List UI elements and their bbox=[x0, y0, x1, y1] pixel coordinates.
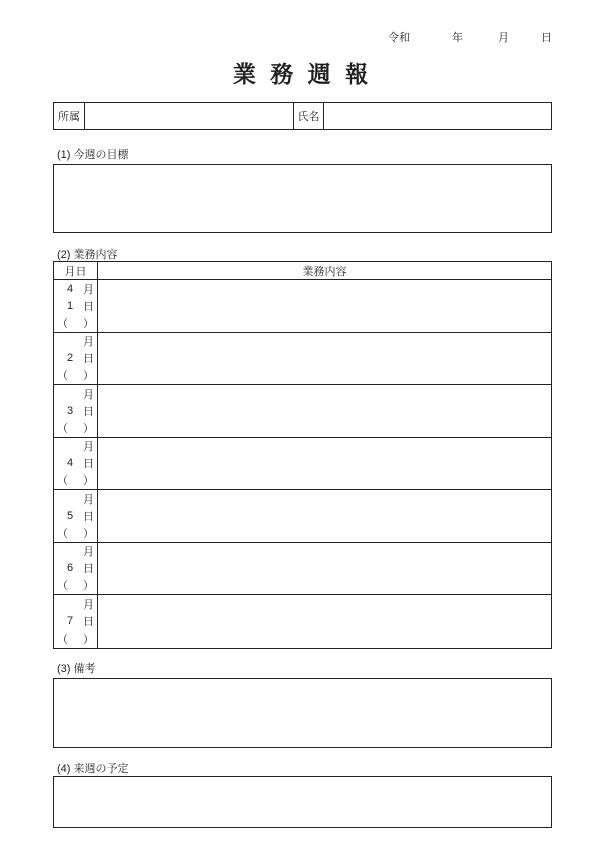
date-cell bbox=[54, 280, 98, 332]
date-cell bbox=[54, 543, 98, 595]
day-unit: 日 bbox=[83, 616, 94, 629]
paren-open: （ bbox=[57, 580, 68, 593]
paren-open: （ bbox=[57, 527, 68, 540]
day-number: 5 bbox=[66, 509, 74, 522]
paren-open: （ bbox=[57, 317, 68, 330]
work-content-field[interactable] bbox=[98, 438, 551, 490]
month-unit: 月 bbox=[83, 493, 94, 506]
work-content-field[interactable] bbox=[98, 595, 551, 648]
paren-close: ） bbox=[83, 527, 94, 540]
next-week-plan-field[interactable] bbox=[53, 776, 552, 828]
day-line bbox=[54, 613, 97, 631]
table-header-row bbox=[54, 262, 551, 280]
paren-close: ） bbox=[83, 633, 94, 646]
day-unit: 日 bbox=[83, 353, 94, 366]
day-number: 6 bbox=[66, 562, 74, 575]
work-content-field[interactable] bbox=[98, 333, 551, 385]
remarks-field[interactable] bbox=[53, 678, 552, 748]
weekday-paren-line bbox=[54, 630, 97, 648]
work-content-field[interactable] bbox=[98, 490, 551, 542]
paren-close: ） bbox=[83, 475, 94, 488]
table-row bbox=[54, 543, 551, 596]
month-unit: 月 bbox=[83, 283, 94, 296]
day-line bbox=[54, 455, 97, 472]
year-label: 年 bbox=[452, 32, 463, 44]
section2-label: (2) 業務内容 bbox=[57, 249, 118, 261]
date-cell bbox=[54, 385, 98, 437]
date-cell bbox=[54, 490, 98, 542]
month-line bbox=[54, 595, 97, 613]
table-row bbox=[54, 595, 551, 648]
section3-label: (3) 備考 bbox=[57, 663, 96, 675]
month-line bbox=[54, 333, 97, 350]
day-unit: 日 bbox=[83, 458, 94, 471]
day-number: 7 bbox=[66, 615, 74, 628]
work-content-field[interactable] bbox=[98, 385, 551, 437]
month-line bbox=[54, 438, 97, 455]
month-line bbox=[54, 543, 97, 560]
day-number: 3 bbox=[66, 404, 74, 417]
table-row bbox=[54, 333, 551, 386]
day-number: 4 bbox=[66, 457, 74, 470]
month-unit: 月 bbox=[83, 336, 94, 349]
day-line bbox=[54, 507, 97, 524]
section4-label: (4) 来週の予定 bbox=[57, 763, 129, 775]
paren-open: （ bbox=[57, 370, 68, 383]
paren-close: ） bbox=[83, 317, 94, 330]
month-unit: 月 bbox=[83, 546, 94, 559]
header-content: 業務内容 bbox=[302, 265, 347, 278]
day-number: 1 bbox=[66, 299, 74, 312]
table-row bbox=[54, 490, 551, 543]
month-line bbox=[54, 385, 97, 402]
name-value-field[interactable] bbox=[324, 103, 551, 129]
weekday-paren-line bbox=[54, 577, 97, 594]
paren-open: （ bbox=[57, 422, 68, 435]
table-row bbox=[54, 438, 551, 491]
day-line bbox=[54, 560, 97, 577]
dept-label: 所属 bbox=[54, 103, 85, 129]
table-row bbox=[54, 385, 551, 438]
paren-close: ） bbox=[83, 580, 94, 593]
dept-value-field[interactable] bbox=[85, 103, 294, 129]
date-cell bbox=[54, 595, 98, 648]
month-number: 4 bbox=[66, 282, 74, 295]
weekly-goal-field[interactable] bbox=[53, 164, 552, 233]
work-content-field[interactable] bbox=[98, 280, 551, 332]
day-line bbox=[54, 402, 97, 419]
month-label: 月 bbox=[498, 32, 509, 44]
paren-open: （ bbox=[57, 475, 68, 488]
work-content-table bbox=[53, 261, 552, 649]
page-title: 業 務 週 報 bbox=[232, 61, 373, 87]
work-content-field[interactable] bbox=[98, 543, 551, 595]
day-line bbox=[54, 297, 97, 314]
weekday-paren-line bbox=[54, 472, 97, 489]
weekday-paren-line bbox=[54, 419, 97, 436]
date-cell bbox=[54, 333, 98, 385]
month-unit: 月 bbox=[83, 441, 94, 454]
era-label: 令和 bbox=[388, 32, 410, 44]
month-line bbox=[54, 490, 97, 507]
weekday-paren-line bbox=[54, 524, 97, 541]
day-unit: 日 bbox=[83, 510, 94, 523]
day-line bbox=[54, 350, 97, 367]
header-date: 月日 bbox=[54, 262, 98, 279]
paren-open: （ bbox=[57, 633, 68, 646]
day-label: 日 bbox=[541, 32, 552, 44]
month-unit: 月 bbox=[83, 388, 94, 401]
paren-close: ） bbox=[83, 422, 94, 435]
date-line bbox=[0, 29, 611, 43]
name-label: 氏名 bbox=[294, 103, 324, 129]
day-unit: 日 bbox=[83, 300, 94, 313]
info-row bbox=[53, 102, 552, 130]
paren-close: ） bbox=[83, 370, 94, 383]
day-unit: 日 bbox=[83, 563, 94, 576]
day-unit: 日 bbox=[83, 405, 94, 418]
table-row bbox=[54, 280, 551, 333]
weekday-paren-line bbox=[54, 314, 97, 331]
month-line bbox=[54, 280, 97, 297]
date-cell bbox=[54, 438, 98, 490]
day-number: 2 bbox=[66, 352, 74, 365]
section1-label: (1) 今週の目標 bbox=[57, 149, 129, 161]
weekday-paren-line bbox=[54, 367, 97, 384]
month-unit: 月 bbox=[83, 598, 94, 611]
